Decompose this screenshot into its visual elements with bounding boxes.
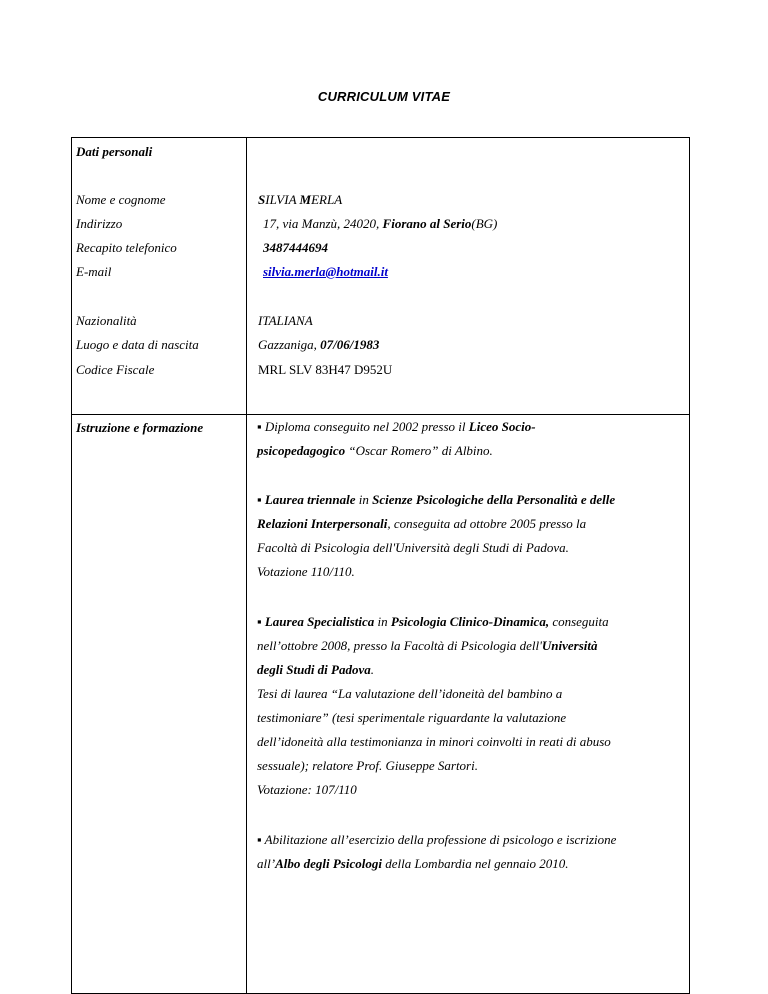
education-item-master: ▪ Laurea Specialistica in Psicologia Clinico-Dinamica, conseguita nell’ottobre 2008, presso la Facoltà di Psicologia dell'Università degli Studi di Padova. Tesi di laurea “La valutazione dell’idoneità del bambino a testimoniare” (tesi sperimentale riguardante la valutazione dell’idoneità alla testimonianza in minori coinvolti in reati di abuso sessuale); relatore Prof. Giuseppe Sartori. Votazione: 107/110 [257,614,611,797]
email-link[interactable]: silvia.merla@hotmail.it [263,264,388,279]
label-email: E-mail [76,264,112,279]
education-item-diploma: ▪ Diploma conseguito nel 2002 presso il Liceo Socio- psicopedagogico “Oscar Romero” di Albino. [257,419,536,458]
value-address: 17, via Manzù, 24020, Fiorano al Serio(BG) [263,216,498,231]
label-birth: Luogo e data di nascita [76,337,199,352]
column-divider [246,138,247,993]
value-nationality: ITALIANA [258,313,313,328]
value-email [263,264,388,279]
value-phone: 3487444694 [263,240,328,255]
label-phone: Recapito telefonico [76,240,177,255]
cv-table [71,137,690,994]
label-nationality: Nazionalità [76,313,137,328]
section-label-personal: Dati personali [76,144,153,159]
value-birth: Gazzaniga, 07/06/1983 [258,337,380,352]
value-name: SILVIA MERLA [258,192,343,207]
value-fiscal-code: MRL SLV 83H47 D952U [258,362,393,377]
education-item-license: ▪ Abilitazione all’esercizio della professione di psicologo e iscrizione all’Albo degli Psicologi della Lombardia nel gennaio 2010. [257,832,617,871]
education-item-bachelor: ▪ Laurea triennale in Scienze Psicologiche della Personalità e delle Relazioni Interpersonali, conseguita ad ottobre 2005 presso la Facoltà di Psicologia dell'Università degli Studi di Padova. Votazione 110/110. [257,492,616,579]
label-address: Indirizzo [76,216,123,231]
document-title: CURRICULUM VITAE [317,89,451,104]
section-label-education: Istruzione e formazione [76,420,204,435]
label-name: Nome e cognome [76,192,166,207]
label-fiscal-code: Codice Fiscale [76,362,155,377]
